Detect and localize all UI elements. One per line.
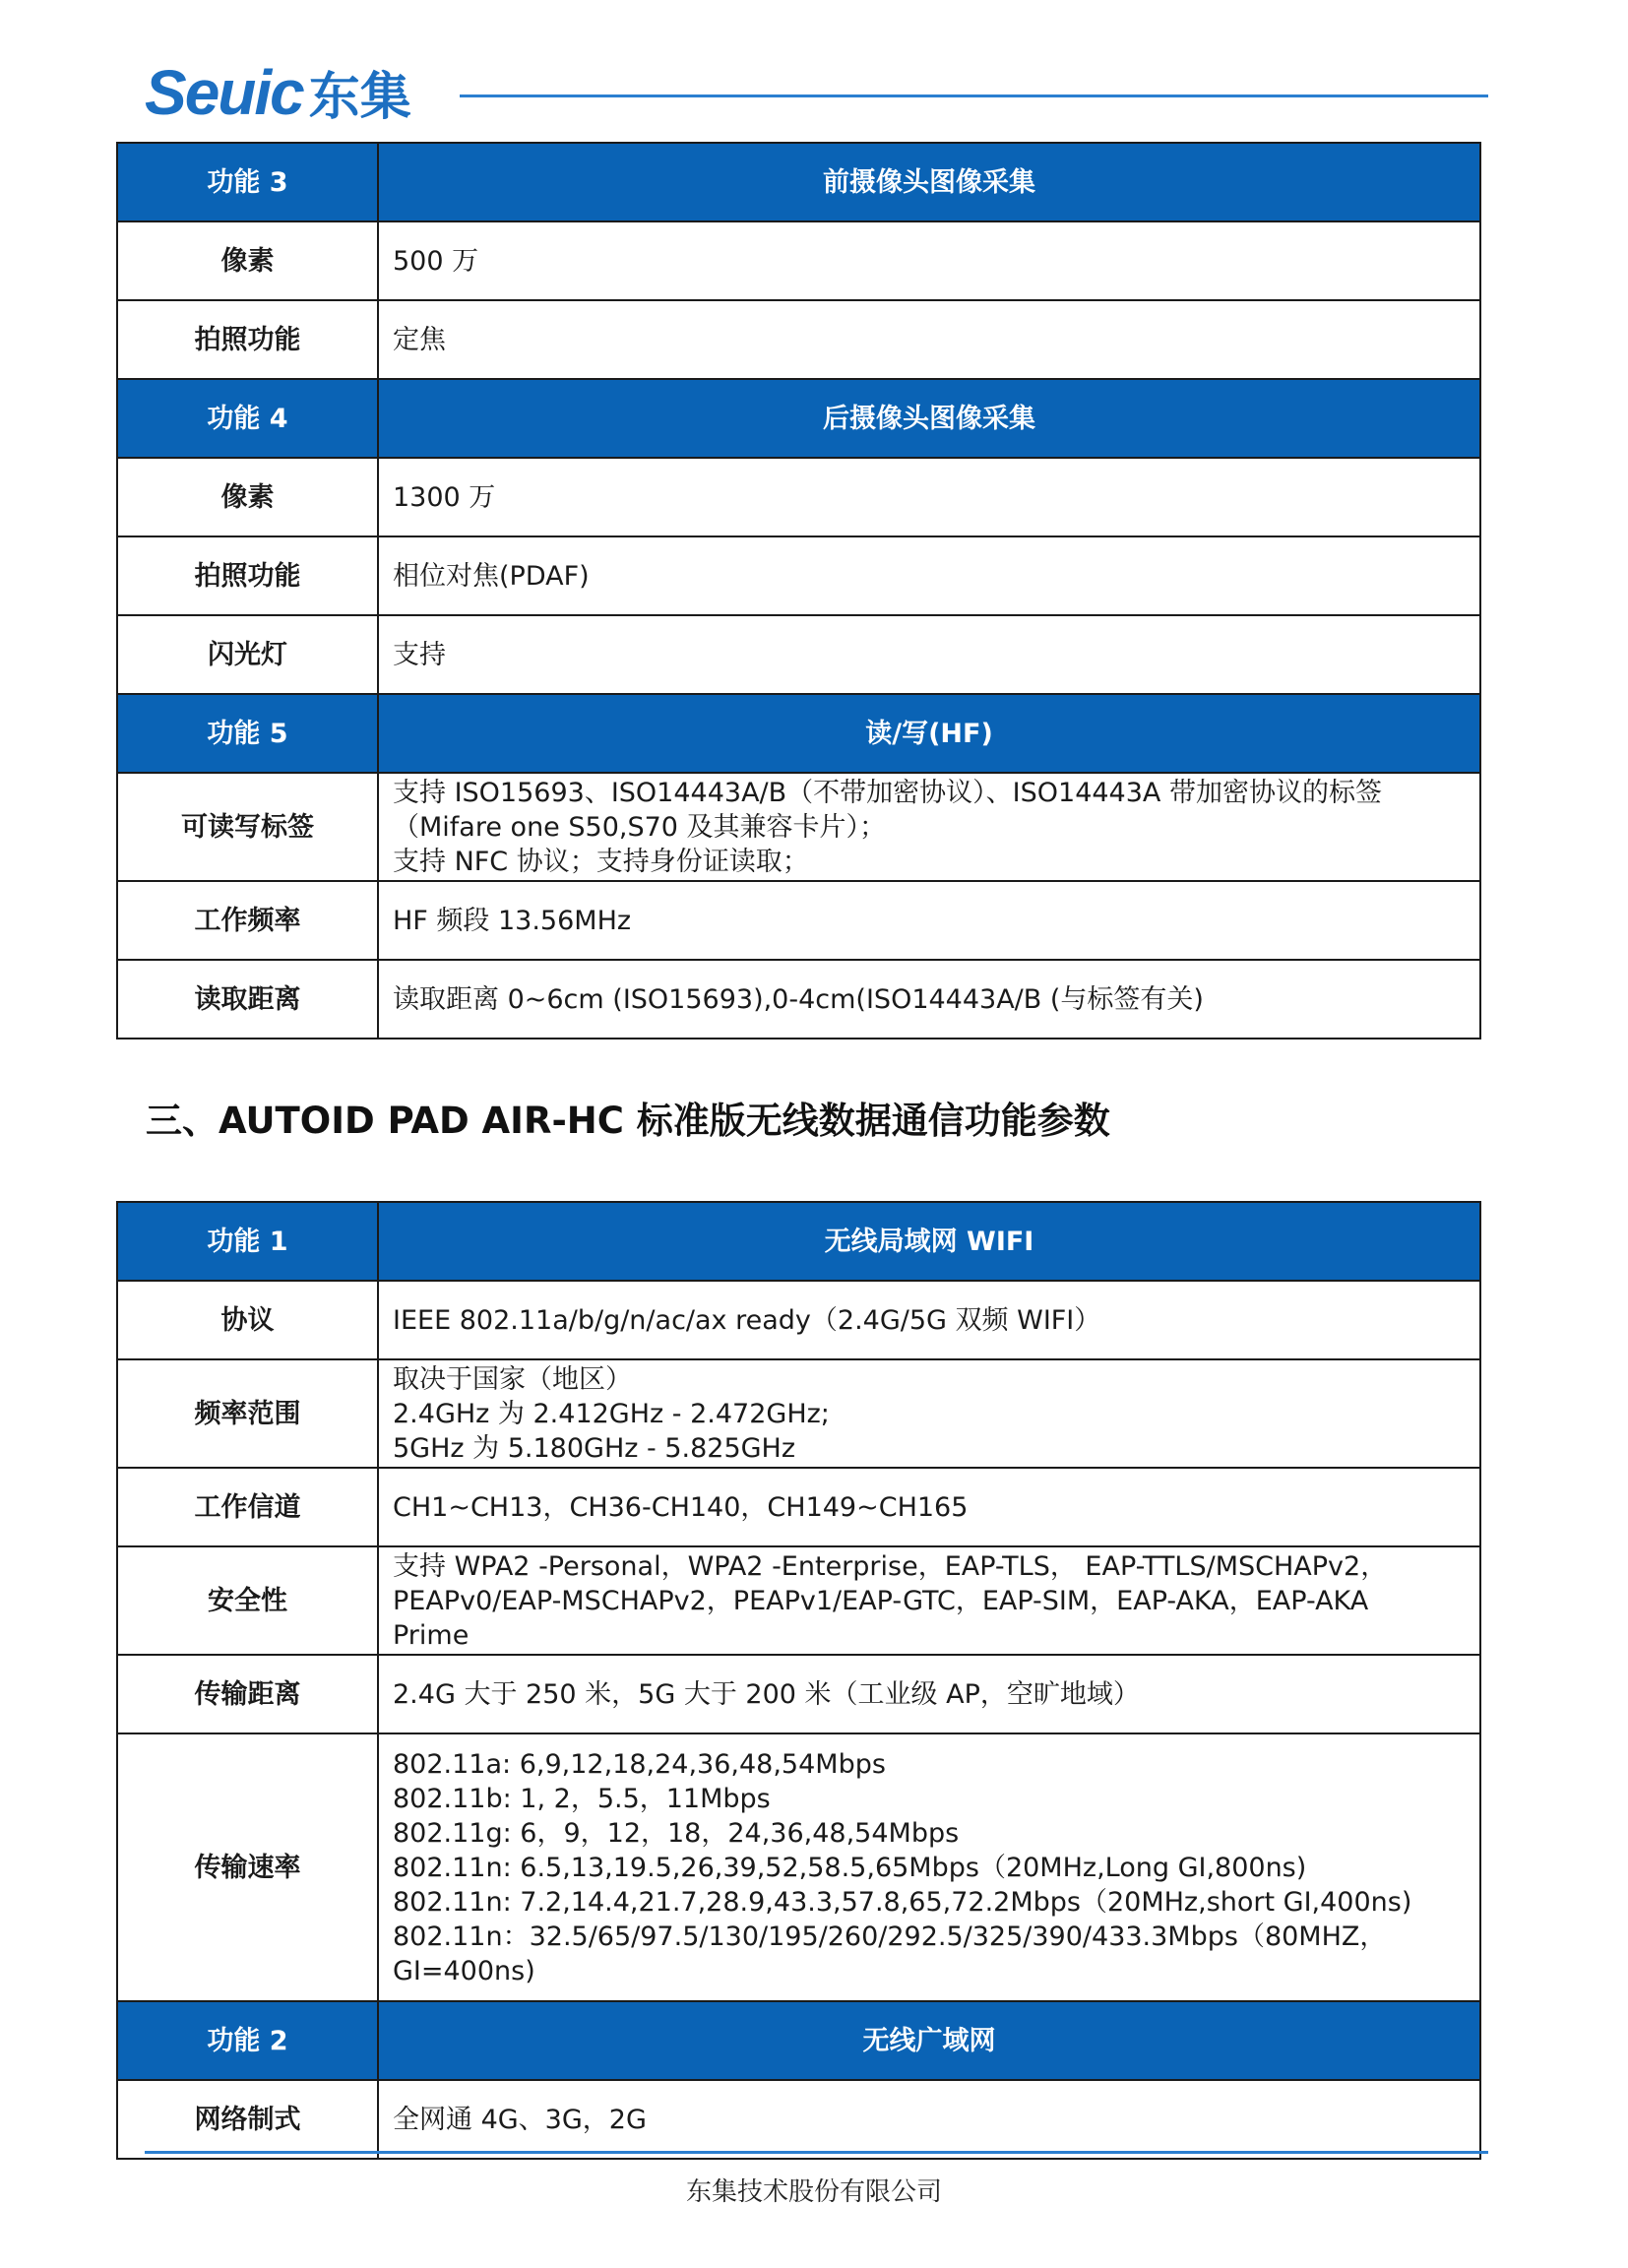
section-header-row	[117, 1202, 1480, 1281]
spec-table-wireless	[116, 1201, 1481, 2160]
section-title: 三、AUTOID PAD AIR-HC 标准版无线数据通信功能参数	[146, 1100, 1110, 1142]
row-label: 传输速率	[117, 1733, 378, 2001]
footer-rule	[145, 2151, 1488, 2154]
value-line: 取决于国家（地区）	[393, 1363, 632, 1395]
row-value	[378, 300, 1480, 379]
row-value	[378, 1546, 1480, 1655]
row-value	[378, 1359, 1480, 1468]
value-line: 支持	[393, 639, 446, 670]
value-line: 802.11g: 6，9，12，18，24,36,48,54Mbps	[393, 1817, 960, 1849]
value-line: 读取距离 0~6cm (ISO15693),0-4cm(ISO14443A/B (与标签有关)	[393, 983, 1204, 1015]
table-row	[117, 1359, 1480, 1468]
value-line: 全网通 4G、3G，2G	[393, 2104, 647, 2135]
table-row	[117, 1281, 1480, 1359]
value-line: （Mifare one S50,S70 及其兼容卡片）；	[393, 811, 887, 843]
table-row	[117, 1733, 1480, 2001]
row-label: 工作信道	[117, 1468, 378, 1546]
header-rule	[460, 94, 1488, 97]
logo-latin-text: Seuic	[145, 57, 303, 128]
section-header-row	[117, 379, 1480, 458]
table-row	[117, 1468, 1480, 1546]
row-label: 协议	[117, 1281, 378, 1359]
section-header-row	[117, 143, 1480, 221]
row-value	[378, 2080, 1480, 2159]
section-heading: 无线局域网 WIFI	[378, 1202, 1480, 1281]
row-label: 像素	[117, 458, 378, 536]
value-line: 802.11n: 6.5,13,19.5,26,39,52,58.5,65Mbps（20MHz,Long GI,800ns)	[393, 1852, 1307, 1883]
row-label: 工作频率	[117, 881, 378, 960]
value-line: 支持 NFC 协议；支持身份证读取；	[393, 846, 809, 877]
section-label: 功能 1	[117, 1202, 378, 1281]
footer-company-name: 东集技术股份有限公司	[685, 2177, 942, 2207]
section-heading: 后摄像头图像采集	[378, 379, 1480, 458]
row-value	[378, 1468, 1480, 1546]
row-label: 网络制式	[117, 2080, 378, 2159]
row-value	[378, 881, 1480, 960]
row-value	[378, 1281, 1480, 1359]
page-header	[145, 55, 1488, 128]
value-line: HF 频段 13.56MHz	[393, 905, 632, 936]
table-row	[117, 1546, 1480, 1655]
table-row	[117, 615, 1480, 694]
value-line: 2.4GHz 为 2.412GHz - 2.472GHz;	[393, 1398, 830, 1429]
value-line: 802.11n：32.5/65/97.5/130/195/260/292.5/325/390/433.3Mbps（80MHZ，	[393, 1921, 1387, 1952]
section-heading: 无线广域网	[378, 2001, 1480, 2080]
value-line: 支持 ISO15693、ISO14443A/B（不带加密协议）、ISO14443A 带加密协议的标签	[393, 777, 1382, 808]
value-line: 2.4G 大于 250 米，5G 大于 200 米（工业级 AP，空旷地域）	[393, 1678, 1140, 1710]
company-logo	[145, 55, 411, 129]
table-row	[117, 960, 1480, 1039]
spec-table-camera-rfid	[116, 142, 1481, 1040]
row-value	[378, 536, 1480, 615]
section-header-row	[117, 2001, 1480, 2080]
table-row	[117, 458, 1480, 536]
section-header-row	[117, 694, 1480, 773]
table-row	[117, 2080, 1480, 2159]
row-value	[378, 773, 1480, 881]
table-row	[117, 1655, 1480, 1733]
value-line: 802.11n: 7.2,14.4,21.7,28.9,43.3,57.8,65,72.2Mbps（20MHz,short GI,400ns)	[393, 1886, 1412, 1918]
section-label: 功能 5	[117, 694, 378, 773]
value-line: 802.11a: 6,9,12,18,24,36,48,54Mbps	[393, 1748, 886, 1780]
table-row	[117, 221, 1480, 300]
row-label: 像素	[117, 221, 378, 300]
row-value	[378, 1733, 1480, 2001]
row-value	[378, 1655, 1480, 1733]
value-line: CH1~CH13，CH36-CH140，CH149~CH165	[393, 1491, 969, 1523]
row-label: 传输距离	[117, 1655, 378, 1733]
table-row	[117, 536, 1480, 615]
section-heading: 前摄像头图像采集	[378, 143, 1480, 221]
row-value	[378, 221, 1480, 300]
row-label: 拍照功能	[117, 300, 378, 379]
row-label: 频率范围	[117, 1359, 378, 1468]
row-value	[378, 960, 1480, 1039]
table-row	[117, 881, 1480, 960]
section-heading: 读/写(HF)	[378, 694, 1480, 773]
table-row	[117, 773, 1480, 881]
section-label: 功能 4	[117, 379, 378, 458]
row-label: 安全性	[117, 1546, 378, 1655]
value-line: 1300 万	[393, 481, 496, 513]
value-line: PEAPv0/EAP-MSCHAPv2，PEAPv1/EAP-GTC，EAP-SIM，EAP-AKA，EAP-AKA	[393, 1585, 1369, 1616]
value-line: 支持 WPA2 -Personal，WPA2 -Enterprise，EAP-TLS， EAP-TTLS/MSCHAPv2，	[393, 1550, 1388, 1582]
table-row	[117, 300, 1480, 379]
value-line: 802.11b: 1, 2，5.5，11Mbps	[393, 1783, 771, 1814]
row-label: 闪光灯	[117, 615, 378, 694]
row-value	[378, 615, 1480, 694]
row-label: 可读写标签	[117, 773, 378, 881]
value-line: GI=400ns)	[393, 1955, 535, 1986]
value-line: 500 万	[393, 245, 479, 277]
logo-chinese-text: 东集	[308, 68, 411, 127]
value-line: Prime	[393, 1619, 470, 1651]
row-value	[378, 458, 1480, 536]
value-line: 5GHz 为 5.180GHz - 5.825GHz	[393, 1432, 796, 1464]
row-label: 读取距离	[117, 960, 378, 1039]
value-line: 定焦	[393, 324, 446, 355]
value-line: 相位对焦(PDAF)	[393, 560, 590, 592]
section-label: 功能 3	[117, 143, 378, 221]
row-label: 拍照功能	[117, 536, 378, 615]
value-line: IEEE 802.11a/b/g/n/ac/ax ready（2.4G/5G 双频 WIFI）	[393, 1304, 1101, 1336]
section-label: 功能 2	[117, 2001, 378, 2080]
